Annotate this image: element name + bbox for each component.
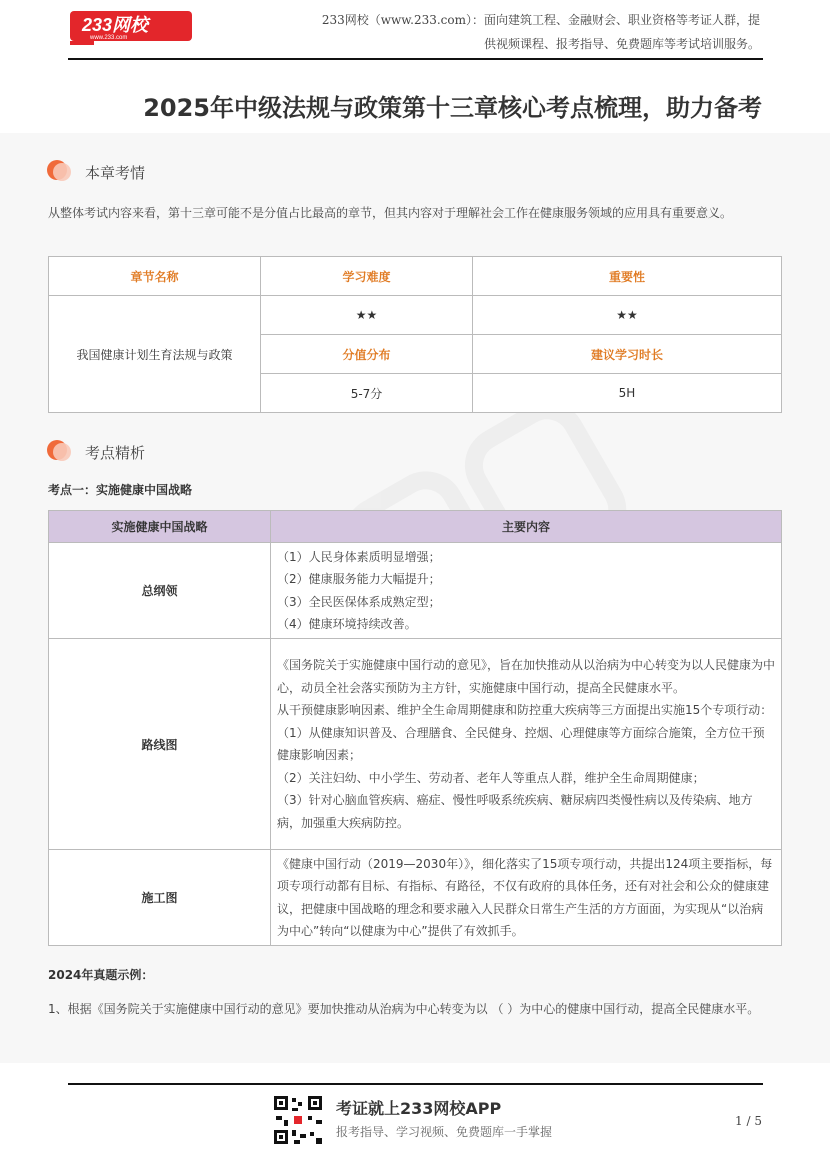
content-line: （1）人民身体素质明显增强； <box>277 549 441 564</box>
content-line: （1）从健康知识普及、合理膳食、全民健身、控烟、心理健康等方面综合施策，全方位干预健康影响因素； <box>277 725 765 762</box>
app-promo-title: 考证就上233网校APP <box>336 1099 502 1118</box>
logo-url: www.233.com <box>90 35 128 41</box>
example-heading: 2024年真题示例： <box>48 968 154 982</box>
importance-value: ★★ <box>473 296 782 335</box>
chapter-intro: 从整体考试内容来看，第十三章可能不是分值占比最高的章节，但其内容对于理解社会工作在健康服务领域的应用具有重要意义。 <box>48 206 733 220</box>
header-intro-line1: 233网校（www.233.com）：面向建筑工程、金融财会、职业资格等考证人群，提 <box>321 13 760 27</box>
row-content <box>271 639 782 850</box>
header-time: 建议学习时长 <box>473 335 782 374</box>
footer-divider <box>68 1083 763 1085</box>
header-strategy: 实施健康中国战略 <box>49 511 271 543</box>
brand-logo <box>70 8 204 46</box>
content-line: （3）全民医保体系成熟定型； <box>277 594 441 609</box>
table-row <box>49 850 782 946</box>
section-title: 本章考情 <box>85 163 146 182</box>
chapter-name-cell: 我国健康计划生育法规与政策 <box>49 296 261 413</box>
content-line: （4）健康环境持续改善。 <box>277 617 417 631</box>
header-chapter: 章节名称 <box>49 257 261 296</box>
page-number: 1 / 5 <box>735 1114 762 1128</box>
content-line: 从干预健康影响因素、维护全生命周期健康和防控重大疾病等三方面提出实施15个专项行动： <box>277 703 773 717</box>
header-divider <box>68 58 763 60</box>
app-promo-subtitle: 报考指导、学习视频、免费题库一手掌握 <box>336 1125 553 1139</box>
qr-code-icon <box>272 1094 324 1146</box>
document-title: 2025年中级法规与政策第十三章核心考点梳理，助力备考 <box>143 94 762 122</box>
header-importance: 重要性 <box>473 257 782 296</box>
section-heading-overview <box>47 160 145 184</box>
row-content <box>271 543 782 639</box>
section-heading-analysis <box>47 440 145 464</box>
score-value: 5-7分 <box>261 374 473 413</box>
row-name: 路线图 <box>49 639 271 850</box>
point-label: 考点一：实施健康中国战略 <box>48 483 193 497</box>
row-name: 施工图 <box>49 850 271 946</box>
row-name: 总纲领 <box>49 543 271 639</box>
header-difficulty: 学习难度 <box>261 257 473 296</box>
content-line: 《国务院关于实施健康中国行动的意见》，旨在加快推动从以治病为中心转变为以人民健康为中心，动员全社会落实预防为主方针，实施健康中国行动，提高全民健康水平。 <box>277 658 776 695</box>
content-line: （2）关注妇幼、中小学生、劳动者、老年人等重点人群，维护全生命周期健康； <box>277 770 705 785</box>
example-question: 1、根据《国务院关于实施健康中国行动的意见》要加快推动从治病为中心转变为以 （ ）为中心的健康中国行动，提高全民健康水平。 <box>48 1002 760 1016</box>
header-intro-line2: 供视频课程、报考指导、免费题库等考试培训服务。 <box>483 37 760 51</box>
header-content: 主要内容 <box>271 511 782 543</box>
table-row <box>49 639 782 850</box>
difficulty-value: ★★ <box>261 296 473 335</box>
header-intro <box>250 8 760 56</box>
bubble-icon <box>47 160 71 184</box>
content-line: （2）健康服务能力大幅提升； <box>277 572 441 586</box>
overview-table <box>48 256 782 413</box>
bubble-icon <box>47 440 71 464</box>
content-line: 《健康中国行动（2019—2030年）》，细化落实了15项专项行动，共提出124项主要指标，每项专项行动都有目标、有指标、有路径，不仅有政府的具体任务，还有对社会和公众的健康建议，把健康中国战略的理念和要求融入人民群众日常生产生活的方方面面，为实现从“以治病为中心”转向“以健康为中心”提供了有效抓手。 <box>277 856 773 938</box>
content-line: （3）针对心脑血管疾病、癌症、慢性呼吸系统疾病、糖尿病四类慢性病以及传染病、地方病，加强重大疾病防控。 <box>277 793 753 830</box>
strategy-table <box>48 510 782 946</box>
row-content <box>271 850 782 946</box>
logo-text: 233网校 <box>82 15 149 35</box>
section-title: 考点精析 <box>85 443 146 462</box>
time-value: 5H <box>473 374 782 413</box>
header-score: 分值分布 <box>261 335 473 374</box>
table-row <box>49 543 782 639</box>
